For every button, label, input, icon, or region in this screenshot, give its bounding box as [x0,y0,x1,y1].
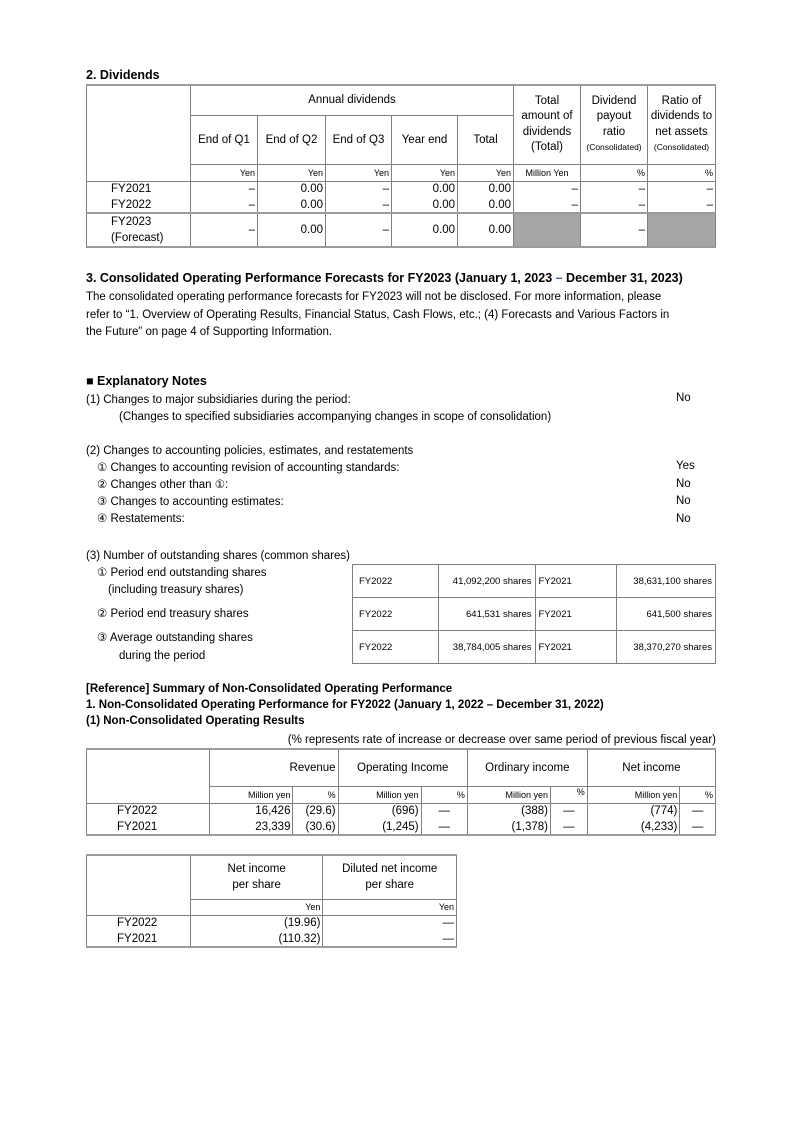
unit-cell: Million Yen [514,164,581,181]
col-header-net-income-per-share [190,855,323,899]
header-line: amount of [521,110,573,123]
unit-cell: Million yen [210,786,293,803]
forecast-body [86,289,726,342]
row-label: FY2022 [87,803,210,819]
cell: FY2021 [535,565,617,598]
table-row [353,631,716,664]
header-sub: (Consolidated) [586,142,642,153]
col-header-net-income: Net income [587,749,715,786]
reference-subtitle: 1. Non-Consolidated Operating Performance for FY2022 (January 1, 2022 – December 31, 2022) [86,699,604,711]
row-label [87,213,191,247]
cell: 0.00 [458,213,514,247]
cell: — [323,915,457,931]
table-row [87,915,457,931]
row-header-blank [87,85,191,181]
note-2-sub-4: ④ Restatements: [97,513,185,525]
table-row [87,803,716,819]
cell: — [323,931,457,947]
header-sub: (Consolidated) [653,142,710,153]
cell: FY2022 [353,631,439,664]
cell: – [514,197,581,213]
unit-cell: Yen [323,899,457,915]
col-header-diluted-net-income [323,855,457,899]
cell: 0.00 [392,197,458,213]
cell: (1,378) [467,819,550,835]
unit-cell: Million yen [467,786,550,803]
header-line: (Total) [531,141,563,154]
row-label: FY2021 [87,931,191,947]
cell: 0.00 [258,181,326,197]
cell: – [191,181,258,197]
table-row [87,819,716,835]
cell: 0.00 [458,181,514,197]
col-header-q2: End of Q2 [258,115,326,164]
cell: FY2022 [353,565,439,598]
cell: 38,370,270 shares [617,631,716,664]
unit-cell: Yen [392,164,458,181]
col-header-year-end: Year end [392,115,458,164]
cell: (110.32) [190,931,323,947]
unit-cell: Yen [191,164,258,181]
cell: – [326,213,392,247]
cell: 38,784,005 shares [438,631,535,664]
cell: FY2022 [353,598,439,631]
col-header-operating-income: Operating Income [338,749,467,786]
shares-row-2-label: ② Period end treasury shares [97,608,249,620]
shaded-cell [514,213,581,247]
note-2-sub-3-value: No [676,495,691,507]
col-header-total: Total [458,115,514,164]
cell: 641,500 shares [617,598,716,631]
unit-cell: % [581,164,648,181]
cell: — [550,803,587,819]
cell: – [191,197,258,213]
unit-cell: Million yen [587,786,680,803]
forecast-title-part: 3. Consolidated Operating Performance Forecasts for FY2023 (January 1, 2023 [86,271,556,285]
cell: (1,245) [338,819,421,835]
unit-cell: % [421,786,467,803]
row-label: FY2022 [87,915,191,931]
note-3-label: (3) Number of outstanding shares (common shares) [86,550,350,562]
header-line: per share [232,879,281,892]
cell: FY2021 [535,631,617,664]
cell: 23,339 [210,819,293,835]
cell: – [326,197,392,213]
table-row [87,181,716,197]
notes-title: ■ Explanatory Notes [86,374,207,388]
cell: 0.00 [392,213,458,247]
shares-row-1-label: ① Period end outstanding shares [97,567,267,579]
unit-cell: % [293,786,338,803]
row-label-line: FY2023 [111,216,152,228]
cell: – [191,213,258,247]
col-header-q3: End of Q3 [326,115,392,164]
row-label: FY2021 [87,819,210,835]
col-header-q1: End of Q1 [191,115,258,164]
cell: 0.00 [458,197,514,213]
cell: (774) [587,803,680,819]
header-line: payout [596,110,632,123]
note-1-label: (1) Changes to major subsidiaries during the period: [86,394,351,406]
unit-cell: Yen [326,164,392,181]
cell: (4,233) [587,819,680,835]
cell: (19.96) [190,915,323,931]
unit-cell: % [550,786,587,803]
unit-cell: Million yen [338,786,421,803]
forecast-title-dash: – [555,271,563,285]
table-row [87,213,716,247]
header-line: ratio [602,125,626,138]
per-share-table [86,854,457,948]
header-line: Ratio of [661,94,702,107]
cell: FY2021 [535,598,617,631]
note-2-sub-3: ③ Changes to accounting estimates: [97,496,284,508]
cell: – [581,213,648,247]
dividends-title: 2. Dividends [86,68,160,82]
note-1-sub: (Changes to specified subsidiaries accompanying changes in scope of consolidation) [119,411,552,423]
cell: — [550,819,587,835]
note-2-sub-1-value: Yes [676,460,695,472]
unit-cell: Yen [458,164,514,181]
unit-cell: % [648,164,716,181]
cell: (388) [467,803,550,819]
unit-cell: % [680,786,716,803]
unit-cell: Yen [258,164,326,181]
cell: 0.00 [258,197,326,213]
cell: — [421,803,467,819]
forecast-body-line: refer to “1. Overview of Operating Results, Financial Status, Cash Flows, etc.; (4) Forecasts and Various Factors in [86,308,670,321]
reference-note: (% represents rate of increase or decrease over same period of previous fiscal year) [287,734,716,746]
results-table [86,748,716,836]
shares-row-3-label: ③ Average outstanding shares [97,632,253,644]
col-header-ordinary-income: Ordinary income [467,749,587,786]
cell: 16,426 [210,803,293,819]
header-line: per share [365,879,414,892]
cell: – [648,197,716,213]
row-label: FY2021 [87,181,191,197]
cell: (30.6) [293,819,338,835]
header-line: dividends to [650,110,713,123]
row-header-blank [87,749,210,803]
cell: – [581,197,648,213]
table-row [353,565,716,598]
note-2-sub-1: ① Changes to accounting revision of accounting standards: [97,462,400,474]
header-line: Total [534,94,560,107]
cell: (29.6) [293,803,338,819]
total-amount-header [514,85,581,164]
cell: — [421,819,467,835]
note-1-value: No [676,392,691,404]
annual-dividends-header: Annual dividends [191,85,514,115]
cell: – [648,181,716,197]
cell: — [680,803,716,819]
forecast-title-part: December 31, 2023) [562,271,683,285]
forecast-body-line: The consolidated operating performance forecasts for FY2023 will not be disclosed. For more information, please [86,291,662,303]
header-line: dividends [522,125,572,138]
reference-title: [Reference] Summary of Non-Consolidated Operating Performance [86,683,453,695]
shares-row-3-label2: during the period [119,650,206,662]
payout-ratio-header [581,85,648,164]
cell: 41,092,200 shares [438,565,535,598]
cell: 641,531 shares [438,598,535,631]
shares-table [352,564,716,664]
cell: 0.00 [392,181,458,197]
cell: – [514,181,581,197]
dividends-table [86,84,716,248]
cell: 0.00 [258,213,326,247]
cell: – [326,181,392,197]
reference-section: (1) Non-Consolidated Operating Results [86,715,305,727]
shares-row-1-label2: (including treasury shares) [108,584,244,596]
cell: — [680,819,716,835]
header-line: Net income [227,863,286,876]
unit-cell: Yen [190,899,323,915]
note-2-sub-2: ② Changes other than ①: [97,479,229,491]
cell: (696) [338,803,421,819]
shaded-cell [648,213,716,247]
table-row [87,197,716,213]
ratio-net-assets-header [648,85,716,164]
header-line: Dividend [591,94,637,107]
header-line: net assets [655,125,708,138]
table-row [87,931,457,947]
note-2-sub-4-value: No [676,513,691,525]
note-2-sub-2-value: No [676,478,691,490]
header-line: Diluted net income [342,863,438,876]
note-2-label: (2) Changes to accounting policies, estimates, and restatements [86,445,414,457]
row-header-blank [87,855,191,915]
forecast-body-line: the Future” on page 4 of Supporting Information. [86,326,333,338]
cell: 38,631,100 shares [617,565,716,598]
row-label: FY2022 [87,197,191,213]
col-header-revenue: Revenue [210,749,338,786]
table-row [353,598,716,631]
row-label-line: (Forecast) [111,232,164,244]
forecast-title [86,271,683,285]
cell: – [581,181,648,197]
